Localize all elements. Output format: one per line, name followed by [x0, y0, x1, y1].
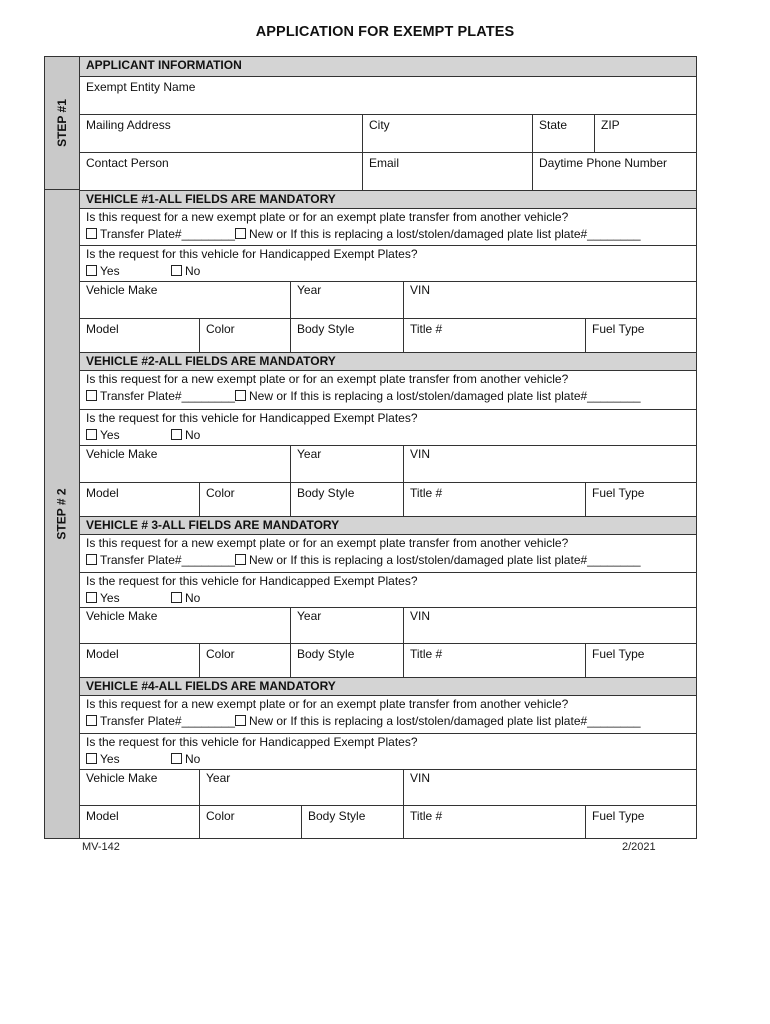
- form-number: MV-142: [82, 841, 120, 853]
- vehicle-2-no-checkbox[interactable]: [171, 429, 182, 440]
- city-field[interactable]: City: [362, 115, 532, 152]
- vehicle-2-transfer-checkbox[interactable]: [86, 390, 97, 401]
- mailing-address-field[interactable]: Mailing Address: [86, 118, 171, 132]
- step-1-label: STEP #1: [45, 57, 80, 189]
- vehicle-2-body-style-field[interactable]: Body Style: [290, 483, 403, 516]
- vehicle-3-make-field[interactable]: Vehicle Make: [86, 609, 158, 623]
- vehicle-2-make-field[interactable]: Vehicle Make: [86, 447, 158, 461]
- vehicle-3-new-checkbox[interactable]: [235, 554, 246, 565]
- vehicle-4-yes-checkbox[interactable]: [86, 753, 97, 764]
- vehicle-4-handicapped-question: Is the request for this vehicle for Handicapped Exempt Plates? Yes No: [80, 733, 696, 769]
- vehicle-2-header: VEHICLE #2-ALL FIELDS ARE MANDATORY: [80, 352, 696, 370]
- vehicle-4-color-field[interactable]: Color: [199, 806, 301, 839]
- vehicle-2-color-field[interactable]: Color: [199, 483, 290, 516]
- vehicle-3-plate-question: Is this request for a new exempt plate or for an exempt plate transfer from another vehicle? Transfer Plate#________ New or If this is replacing a lost/stolen/damaged plate list plate#________: [80, 534, 696, 572]
- vehicle-3-year-field[interactable]: Year: [290, 608, 403, 643]
- vehicle-2-title-field[interactable]: Title #: [403, 483, 585, 516]
- vehicle-3-vin-field[interactable]: VIN: [403, 608, 696, 643]
- vehicle-2-fuel-type-field[interactable]: Fuel Type: [585, 483, 696, 516]
- step-2-label: STEP # 2: [45, 190, 80, 838]
- zip-field[interactable]: ZIP: [594, 115, 696, 152]
- vehicle-2-vin-field[interactable]: VIN: [403, 446, 696, 482]
- vehicle-4-model-field[interactable]: Model: [86, 809, 119, 823]
- state-field[interactable]: State: [532, 115, 594, 152]
- vehicle-2-plate-question: Is this request for a new exempt plate or for an exempt plate transfer from another vehicle? Transfer Plate#________ New or If this is replacing a lost/stolen/damaged plate list plate#________: [80, 370, 696, 409]
- vehicle-3-transfer-checkbox[interactable]: [86, 554, 97, 565]
- vehicle-3-model-field[interactable]: Model: [86, 647, 119, 661]
- daytime-phone-field[interactable]: Daytime Phone Number: [532, 153, 696, 190]
- vehicle-2-model-field[interactable]: Model: [86, 486, 119, 500]
- vehicle-4-header: VEHICLE #4-ALL FIELDS ARE MANDATORY: [80, 677, 696, 695]
- application-form: [44, 56, 697, 839]
- vehicle-3-yes-checkbox[interactable]: [86, 592, 97, 603]
- vehicle-3-body-style-field[interactable]: Body Style: [290, 644, 403, 677]
- vehicle-3-color-field[interactable]: Color: [199, 644, 290, 677]
- vehicle-3-handicapped-question: Is the request for this vehicle for Handicapped Exempt Plates? Yes No: [80, 572, 696, 607]
- vehicle-1-header: VEHICLE #1-ALL FIELDS ARE MANDATORY: [80, 190, 696, 208]
- vehicle-1-new-checkbox[interactable]: [235, 228, 246, 239]
- vehicle-4-title-field[interactable]: Title #: [403, 806, 585, 839]
- entity-name-field[interactable]: [80, 76, 696, 114]
- vehicle-2-yes-checkbox[interactable]: [86, 429, 97, 440]
- vehicle-1-color-field[interactable]: Color: [199, 319, 290, 352]
- vehicle-4-transfer-checkbox[interactable]: [86, 715, 97, 726]
- vehicle-4-body-style-field[interactable]: Body Style: [301, 806, 403, 839]
- vehicle-4-new-checkbox[interactable]: [235, 715, 246, 726]
- form-title: APPLICATION FOR EXEMPT PLATES: [255, 24, 515, 40]
- vehicle-2-year-field[interactable]: Year: [290, 446, 403, 482]
- vehicle-1-yes-checkbox[interactable]: [86, 265, 97, 276]
- vehicle-4-no-checkbox[interactable]: [171, 753, 182, 764]
- entity-name-label: Exempt Entity Name: [86, 80, 196, 94]
- vehicle-2-new-checkbox[interactable]: [235, 390, 246, 401]
- vehicle-1-fuel-type-field[interactable]: Fuel Type: [585, 319, 696, 352]
- vehicle-1-body-style-field[interactable]: Body Style: [290, 319, 403, 352]
- vehicle-1-title-field[interactable]: Title #: [403, 319, 585, 352]
- vehicle-3-no-checkbox[interactable]: [171, 592, 182, 603]
- vehicle-3-title-field[interactable]: Title #: [403, 644, 585, 677]
- contact-person-field[interactable]: Contact Person: [86, 156, 169, 170]
- vehicle-4-plate-question: Is this request for a new exempt plate or for an exempt plate transfer from another vehicle? Transfer Plate#________ New or If this is replacing a lost/stolen/damaged plate list plate#________: [80, 695, 696, 733]
- vehicle-2-handicapped-question: Is the request for this vehicle for Handicapped Exempt Plates? Yes No: [80, 409, 696, 445]
- vehicle-1-no-checkbox[interactable]: [171, 265, 182, 276]
- vehicle-1-vin-field[interactable]: VIN: [403, 282, 696, 318]
- vehicle-4-year-field[interactable]: Year: [199, 770, 403, 805]
- email-field[interactable]: Email: [362, 153, 532, 190]
- vehicle-4-vin-field[interactable]: VIN: [403, 770, 696, 805]
- vehicle-3-header: VEHICLE # 3-ALL FIELDS ARE MANDATORY: [80, 516, 696, 534]
- applicant-header: APPLICANT INFORMATION: [80, 57, 696, 76]
- vehicle-1-plate-question: Is this request for a new exempt plate or for an exempt plate transfer from another vehicle? Transfer Plate#________ New or If this is replacing a lost/stolen/damaged plate list plate#________: [80, 208, 696, 245]
- form-revision-date: 2/2021: [622, 841, 656, 853]
- vehicle-4-fuel-type-field[interactable]: Fuel Type: [585, 806, 696, 839]
- vehicle-1-year-field[interactable]: Year: [290, 282, 403, 318]
- vehicle-4-make-field[interactable]: Vehicle Make: [86, 771, 158, 785]
- vehicle-3-fuel-type-field[interactable]: Fuel Type: [585, 644, 696, 677]
- vehicle-1-model-field[interactable]: Model: [86, 322, 119, 336]
- vehicle-1-handicapped-question: Is the request for this vehicle for Handicapped Exempt Plates? Yes No: [80, 245, 696, 281]
- vehicle-1-transfer-checkbox[interactable]: [86, 228, 97, 239]
- vehicle-1-make-field[interactable]: Vehicle Make: [86, 283, 158, 297]
